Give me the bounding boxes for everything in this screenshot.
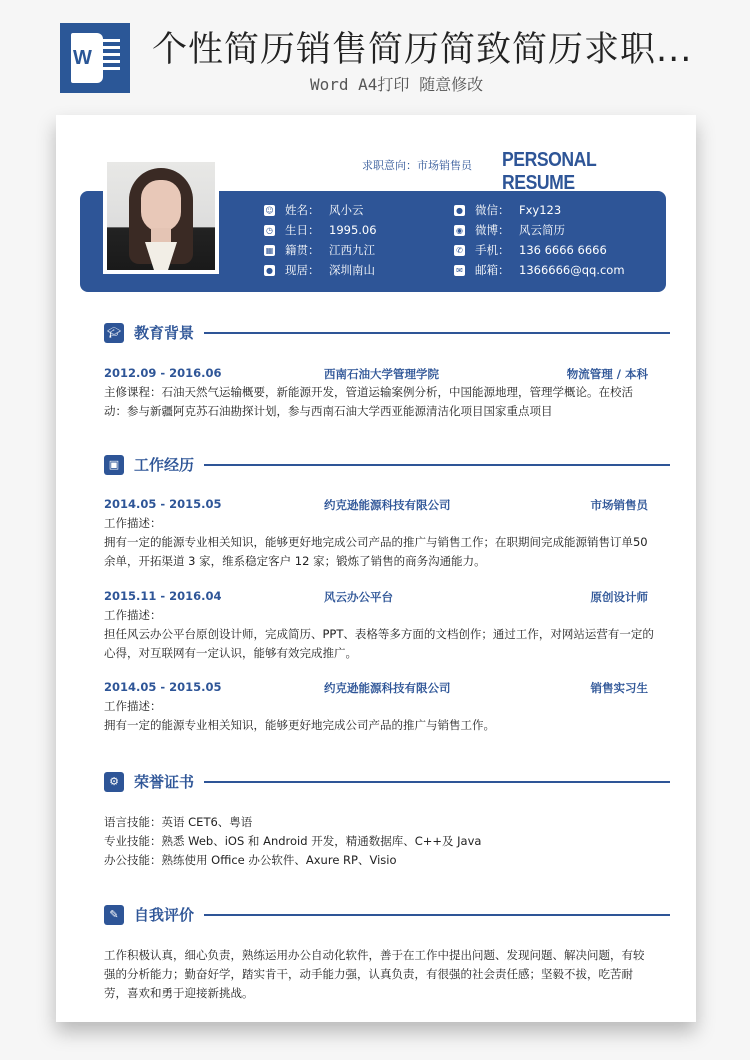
section-title: 教育背景 [134, 324, 195, 342]
clock-icon: ◷ [264, 225, 275, 236]
info-value: 1995.06 [329, 223, 377, 237]
honor-line: 语言技能：英语 CET6、粤语 [104, 815, 253, 829]
divider [204, 332, 670, 334]
job-objective: 求职意向：市场销售员 [362, 159, 472, 172]
info-value: 深圳南山 [329, 263, 375, 277]
info-right [454, 200, 625, 280]
honor-line: 专业技能：熟悉 Web、iOS 和 Android 开发，精通数据库、C++及 Java [104, 834, 482, 848]
header [0, 0, 750, 110]
divider [204, 464, 670, 466]
logo-letter: W [73, 47, 92, 69]
honor-line: 办公技能：熟练使用 Office 办公软件、Axure RP、Visio [104, 853, 397, 867]
weibo-icon: ◉ [454, 225, 465, 236]
section-work [104, 453, 670, 477]
info-value: 1366666@qq.com [519, 263, 625, 277]
work-description: 担任风云办公平台原创设计师，完成简历、PPT、表格等多方面的文档创作；通过工作，对网站运营有一定的心得，对互联网有一定认识，能够有效完成推广。 [104, 627, 654, 660]
entry-role: 原创设计师 [590, 590, 648, 604]
wechat-icon: ● [454, 205, 465, 216]
graduation-cap-icon: 🎓︎ [104, 323, 124, 343]
info-label: 微信： [475, 203, 510, 217]
phone-icon: ✆ [454, 245, 465, 256]
briefcase-icon: ▣ [104, 455, 124, 475]
info-value: 江西九江 [329, 243, 375, 257]
work-entry [104, 680, 648, 698]
education-entry [104, 366, 648, 384]
entry-date: 2014.05 - 2015.05 [104, 497, 222, 511]
info-label: 邮箱： [475, 263, 510, 277]
info-value: 风云简历 [519, 223, 565, 237]
info-left [264, 200, 377, 280]
work-entry [104, 589, 648, 607]
section-title: 工作经历 [134, 456, 195, 474]
doc-title: 个性简历销售简历简致简历求职... [152, 30, 693, 70]
location-icon: ● [264, 265, 275, 276]
entry-role: 市场销售员 [590, 498, 648, 512]
word-doc-icon [60, 23, 130, 93]
info-label: 微博： [475, 223, 510, 237]
entry-company: 风云办公平台 [324, 590, 393, 604]
section-honors [104, 770, 670, 794]
entry-school: 西南石油大学管理学院 [324, 367, 439, 381]
gear-icon: ⚙ [104, 772, 124, 792]
entry-date: 2015.11 - 2016.04 [104, 589, 222, 603]
resume-page [56, 115, 696, 1022]
education-description: 主修课程：石油天然气运输概要，新能源开发，管道运输案例分析，中国能源地理，管理学概论。在校活动：参与新疆阿克苏石油勘探计划，参与西南石油大学西亚能源清洁化项目国家重点项目 [104, 385, 633, 418]
entry-company: 约克逊能源科技有限公司 [324, 681, 451, 695]
work-label: 工作描述： [104, 699, 162, 713]
resume-brand: PERSONAL RESUME [502, 149, 596, 194]
building-icon: ▦ [265, 245, 274, 255]
info-label: 生日： [285, 223, 320, 237]
user-icon: ☺ [265, 205, 274, 215]
work-entry [104, 497, 648, 515]
section-title: 自我评价 [134, 906, 195, 924]
self-evaluation-text: 工作积极认真，细心负责，熟练运用办公自动化软件，善于在工作中提出问题、发现问题、解决问题，有较强的分析能力；勤奋好学，踏实肯干，动手能力强，认真负责，有很强的社会责任感；坚毅不拔，吃苦耐劳，喜欢和勇于迎接新挑战。 [104, 948, 645, 1000]
work-label: 工作描述： [104, 516, 162, 530]
info-label: 现居： [285, 263, 320, 277]
section-title: 荣誉证书 [134, 773, 195, 791]
mail-icon: ✉ [454, 265, 465, 276]
info-value: 风小云 [329, 203, 364, 217]
entry-company: 约克逊能源科技有限公司 [324, 498, 451, 512]
info-label: 姓名： [285, 203, 320, 217]
info-value: Fxy123 [519, 203, 562, 217]
work-label: 工作描述： [104, 608, 162, 622]
divider [204, 781, 670, 783]
profile-photo [103, 158, 219, 274]
work-description: 拥有一定的能源专业相关知识，能够更好地完成公司产品的推广与销售工作。 [104, 718, 495, 732]
section-education [104, 321, 670, 345]
section-self-evaluation [104, 903, 670, 927]
divider [204, 914, 670, 916]
doc-subtitle: Word A4打印 随意修改 [310, 75, 484, 94]
entry-role: 销售实习生 [590, 681, 648, 695]
work-description: 拥有一定的能源专业相关知识，能够更好地完成公司产品的推广与销售工作；在职期间完成能源销售订单50 余单，开拓渠道 3 家，维系稳定客户 12 家；锻炼了销售的商务沟通能力。 [104, 535, 648, 568]
leaf-icon: ✎ [104, 905, 124, 925]
entry-date: 2014.05 - 2015.05 [104, 680, 222, 694]
info-label: 籍贯： [285, 243, 320, 257]
entry-major: 物流管理 / 本科 [566, 367, 648, 381]
info-value: 136 6666 6666 [519, 243, 607, 257]
entry-date: 2012.09 - 2016.06 [104, 366, 222, 380]
info-label: 手机： [475, 243, 510, 257]
